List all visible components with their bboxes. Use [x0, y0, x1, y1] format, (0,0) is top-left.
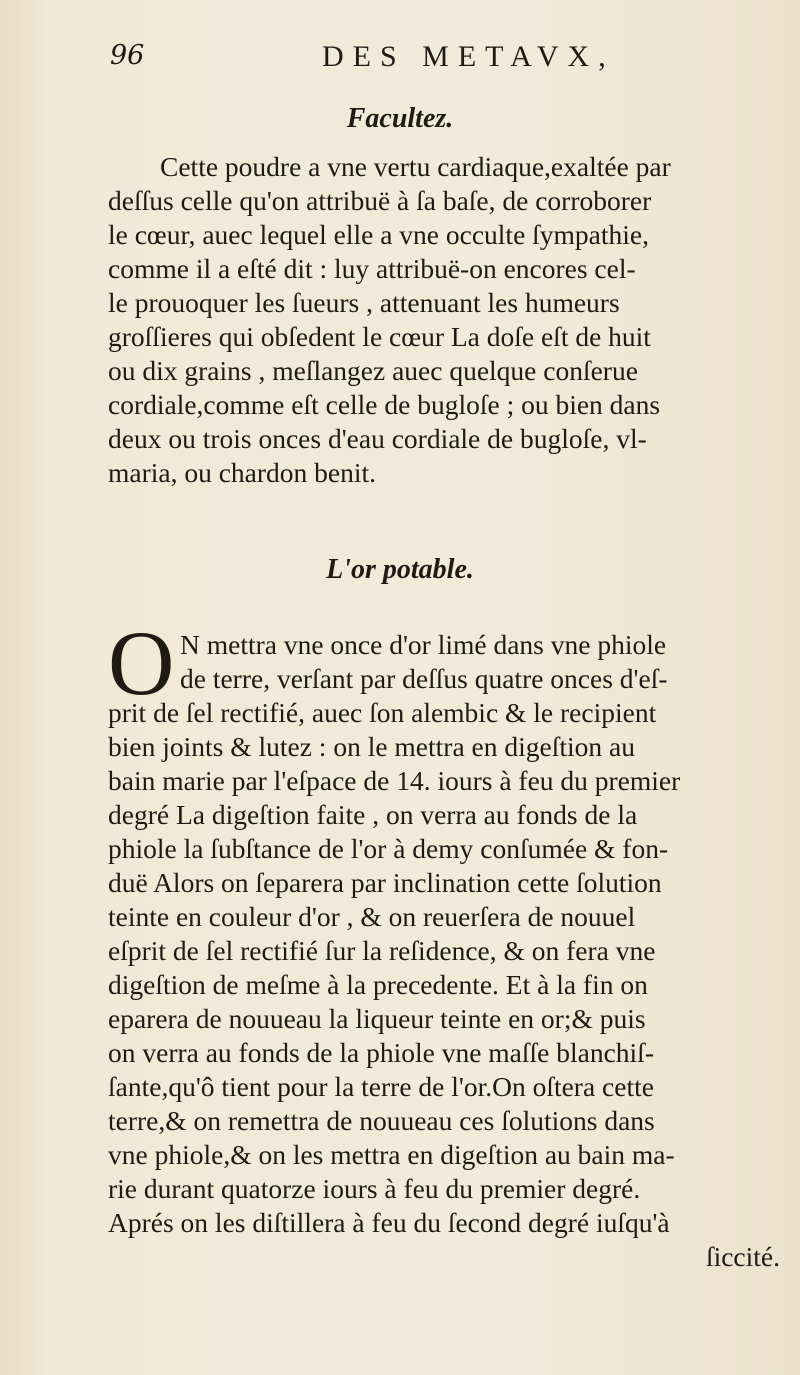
text-line: ſiccité. [705, 1241, 780, 1272]
drop-cap: O [108, 612, 175, 714]
text-line: phiole la ſubſtance de l'or à demy conſumée & fon- [108, 833, 669, 864]
text-line: deux ou trois onces d'eau cordiale de bugloſe, vl- [108, 423, 647, 454]
text-line: bain marie par l'eſpace de 14. iours à feu du premier [108, 765, 681, 796]
text-line: terre,& on remettra de nouueau ces ſolutions dans [108, 1105, 655, 1136]
text-line: maria, ou chardon benit. [108, 457, 377, 488]
text-line: ſante,qu'ô tient pour la terre de l'or.On oſtera cette [108, 1071, 654, 1102]
text-line: eparera de nouueau la liqueur teinte en or;& puis [108, 1003, 646, 1034]
text-line: on verra au fonds de la phiole vne maſſe blanchiſ- [108, 1037, 654, 1068]
text-line: deſſus celle qu'on attribuë à ſa baſe, de corroborer [108, 185, 652, 216]
page-header [110, 40, 770, 80]
paragraph-or-potable [108, 612, 780, 1274]
text-line: vne phiole,& on les mettra en digeſtion au bain ma- [108, 1139, 675, 1170]
paragraph-facultez [108, 150, 671, 490]
page-number: 96 [110, 40, 145, 71]
text-line: digeſtion de meſme à la precedente. Et à la fin on [108, 969, 648, 1000]
text-line: duë Alors on ſeparera par inclination cette ſolution [108, 867, 662, 898]
text-line: Cette poudre a vne vertu cardiaque,exaltée par [160, 151, 671, 182]
text-line: N mettra vne once d'or limé dans vne phiole [180, 629, 667, 660]
text-line: rie durant quatorze iours à feu du premier degré. [108, 1173, 641, 1204]
running-title: DES METAVX, [322, 40, 615, 73]
text-line: comme il a eſté dit : luy attribuë-on encores cel- [108, 253, 636, 284]
text-line: le prouoquer les ſueurs , attenuant les humeurs [108, 287, 620, 318]
text-line: de terre, verſant par deſſus quatre onces d'eſ- [180, 663, 668, 694]
text-line: bien joints & lutez : on le mettra en digeſtion au [108, 731, 635, 762]
text-line: degré La digeſtion faite , on verra au fonds de la [108, 799, 638, 830]
text-line: groſſieres qui obſedent le cœur La doſe eſt de huit [108, 321, 651, 352]
section-heading-or-potable: L'or potable. [326, 554, 474, 585]
text-line: teinte en couleur d'or , & on reuerſera de nouuel [108, 901, 636, 932]
text-line: cordiale,comme eſt celle de bugloſe ; ou bien dans [108, 389, 661, 420]
text-line: prit de ſel rectifié, auec ſon alembic & le recipient [108, 697, 657, 728]
section-heading-facultez: Facultez. [346, 103, 454, 134]
text-line: le cœur, auec lequel elle a vne occulte ſympathie, [108, 219, 650, 250]
text-line: eſprit de ſel rectifié ſur la reſidence, & on fera vne [108, 935, 656, 966]
text-line: Aprés on les diſtillera à feu du ſecond degré iuſqu'à [108, 1207, 670, 1238]
text-line: ou dix grains , meſlangez auec quelque conſerue [108, 355, 638, 386]
